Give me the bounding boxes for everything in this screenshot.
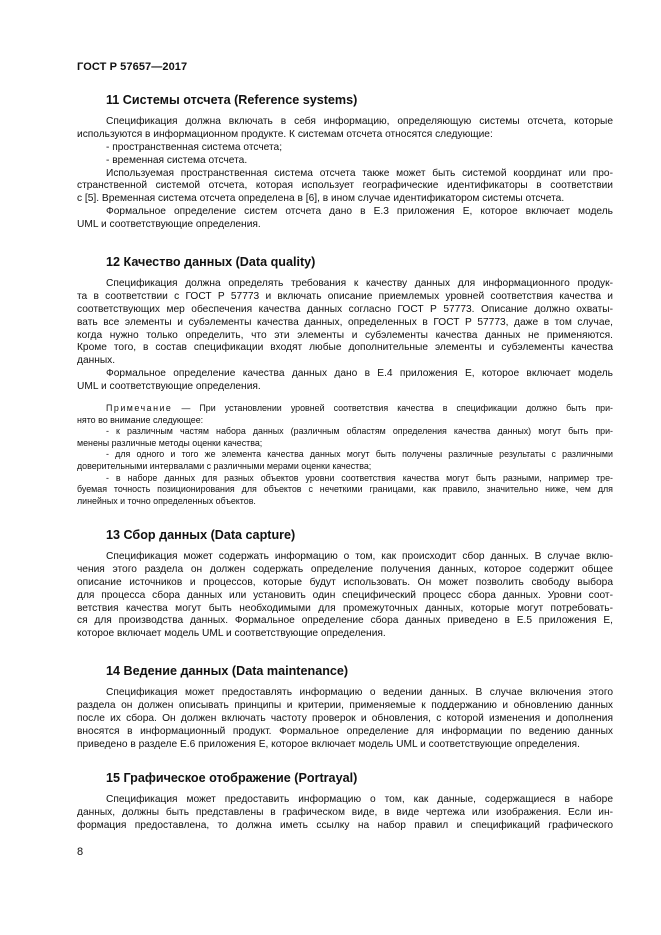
list-item: - временная система отсчета.	[106, 154, 248, 166]
text-line: которое включает модель UML и соответствующие определения.	[77, 628, 386, 640]
text-line: для процесса сбора данных или установить один специфический процесс сбора данных. Уровни соот-	[77, 589, 613, 601]
note-label: Примечание	[106, 403, 173, 413]
note-line: менены различные методы оценки качества;	[77, 437, 263, 448]
text-line: Формальное определение систем отсчета дано в Е.3 приложения Е, которое включает модель	[106, 206, 613, 218]
section-11-body	[77, 116, 613, 232]
note-line: доверительными интервалами с различными мерами оценки качества;	[77, 460, 372, 471]
text-line: Формальное определение качества данных дано в Е.4 приложения Е, которое включает модель	[106, 368, 613, 380]
text-line: когда нужно только определить, что эти элементы и субэлементы качества данных не применяются.	[77, 329, 613, 341]
text-line: Кроме того, в состав спецификации входят любые дополнительные элементы и субэлементы качества	[77, 342, 613, 354]
text-line: Спецификация может содержать информацию о том, как происходит сбор данных. В случае вклю-	[106, 551, 613, 562]
section-15-heading: 15 Графическое отображение (Portrayal)	[106, 771, 358, 785]
text-line: вносятся в информационный продукт. Формальное определение для информации по ведению данных	[77, 725, 613, 737]
page-number: 8	[77, 846, 84, 858]
list-item: - пространственная система отсчета;	[106, 141, 283, 153]
text-line: данных.	[77, 355, 116, 367]
section-12-heading: 12 Качество данных (Data quality)	[106, 255, 316, 269]
note-line: - в наборе данных для разных объектов уровни соответствия качества могут быть разными, например тре-	[106, 472, 613, 483]
text-line: используются в информационном продукте. К системам отсчета относятся следующие:	[77, 128, 493, 140]
note-line: Примечание — При установлении уровней соответствия качества в спецификации должно быть при-	[106, 403, 613, 413]
text-line: с [5]. Временная система отсчета определена в [6], в ином случае идентификатором системы отсчета.	[77, 193, 565, 205]
section-12-note	[77, 403, 613, 507]
text-line: та в соответствии с ГОСТ Р 57773 и включать описание приемлемых уровней соответствия качества и	[77, 290, 613, 302]
text-line: ветствия качества могут быть необходимыми для промежуточных данных, которые могут потребовать-	[77, 602, 613, 614]
section-14-heading: 14 Ведение данных (Data maintenance)	[106, 664, 349, 678]
text-line: после их сбора. Он должен включать частоту проверок и обновления, с которой изменения и дополнения	[77, 712, 613, 724]
section-13-heading: 13 Сбор данных (Data capture)	[106, 528, 296, 542]
text-line: UML и соответствующие определения.	[77, 219, 261, 231]
text-line: соответствующих мер обеспечения качества данных согласно ГОСТ Р 57773. Описание должно охваты-	[77, 303, 613, 315]
text-line: формация предоставлена, то должна иметь ссылку на набор правил и спецификаций графического	[77, 819, 613, 831]
note-line: - для одного и того же элемента качества данных могут быть получены различные результаты с различными	[106, 449, 613, 460]
note-line: буемая точность позиционирования для объектов с нечеткими границами, как правило, значительно ниже, чем для	[77, 484, 613, 495]
section-15-body	[77, 794, 613, 833]
text-line: Спецификация может предоставлять информацию о ведении данных. В случае включения этого	[106, 687, 613, 698]
document-code-header: ГОСТ Р 57657—2017	[77, 61, 188, 73]
section-14-body	[77, 687, 613, 751]
section-13-body	[77, 551, 613, 641]
note-line: нято во внимание следующее:	[77, 414, 204, 425]
text-line: ся для производства данных. Формальное определение сбора данных приведено в Е.5 приложения Е,	[77, 615, 613, 627]
text-line: Спецификация может предоставить информацию о том, как данные, содержащиеся в наборе	[106, 794, 613, 805]
text-line: описание источников и процессов, которые будут использовать. Он может позволить свободу выбора	[77, 576, 613, 588]
text-line: Спецификация должна включать в себя информацию, определяющую системы отсчета, которые	[106, 116, 613, 127]
section-12-body	[77, 278, 613, 394]
text-line: странственной системой отсчета, которая использует географические идентификаторы в соответствии	[77, 180, 613, 192]
text-line: раздела он должен описывать принципы и критерии, применяемые к поддержанию и обновлению данных	[77, 699, 613, 711]
note-line: линейных и точно определенных объектов.	[77, 495, 256, 506]
text-line: данных, должны быть представлены в графическом виде, в виде чертежа или изображения. Если ин-	[77, 806, 613, 818]
note-line: - к различным частям набора данных (различным областям определения качества данных) могут быть при-	[106, 426, 613, 437]
text-line: чения этого раздела он должен содержать определение получения данных, которое содержит общее	[77, 563, 613, 575]
text-line: приведено в разделе Е.6 приложения Е, которое включает модель UML и соответствующие определения.	[77, 738, 580, 750]
text-line: вать все элементы и субэлементы качества данных, определенных в ГОСТ Р 57773, даже в том случае,	[77, 316, 613, 328]
section-11-heading: 11 Системы отсчета (Reference systems)	[106, 93, 358, 107]
text-line: UML и соответствующие определения.	[77, 381, 261, 393]
text-line: Используемая пространственная система отсчета также может быть системой координат или про-	[106, 167, 613, 179]
text-line: Спецификация должна определять требования к качеству данных для информационного продук-	[106, 278, 613, 289]
